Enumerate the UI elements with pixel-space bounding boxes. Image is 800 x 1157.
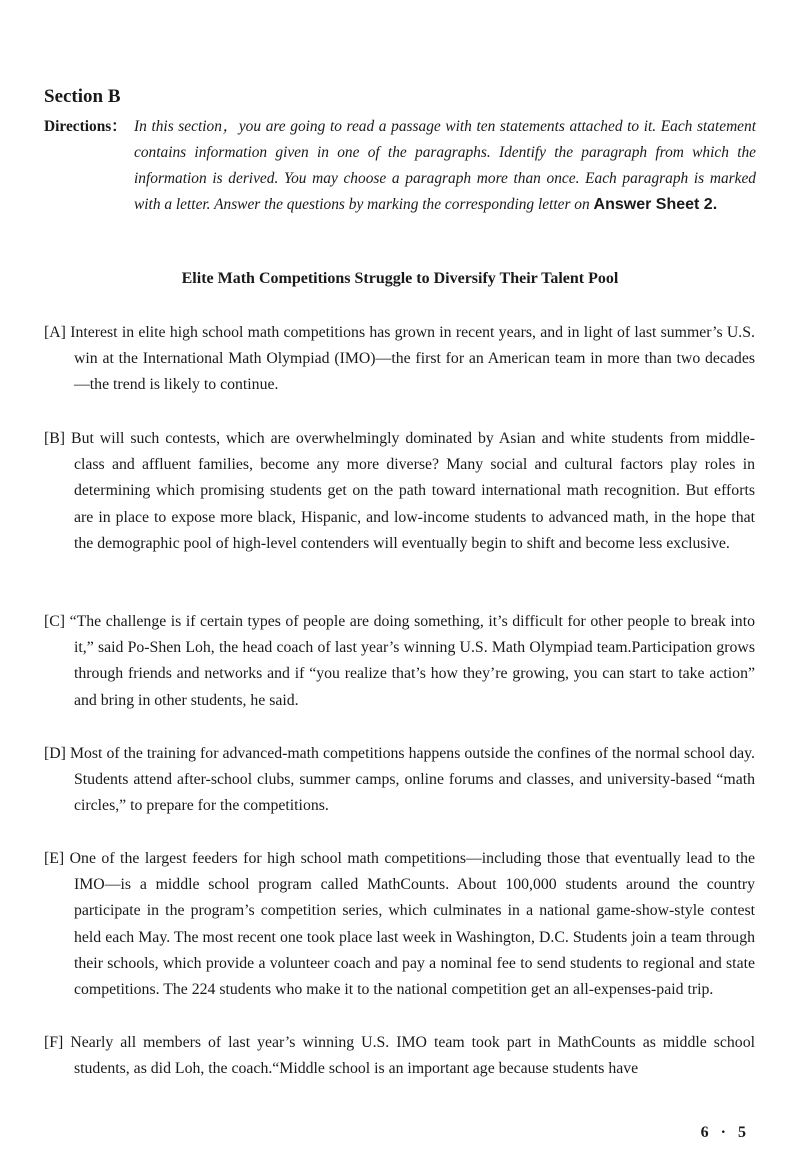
answer-sheet-ref: Answer Sheet 2. bbox=[593, 196, 718, 213]
paragraph-c bbox=[44, 609, 755, 714]
paragraph-text: Nearly all members of last year’s winning U.S. IMO team took part in MathCounts as middle school students, as did Loh, the coach.“Middle school is an important age because students have bbox=[70, 1034, 755, 1078]
paragraph-letter: [A] bbox=[44, 324, 66, 341]
paragraph-text: But will such contests, which are overwhelmingly dominated by Asian and white students from middle-class and affluent families, become any more diverse? Many social and cultural factors play roles in determining which promising students get on the path toward international math recognition. But efforts are in place to expose more black, Hispanic, and low-income students to advanced math, in the hope that the demographic pool of high-level contenders will eventually begin to shift and become less exclusive. bbox=[71, 430, 755, 552]
directions bbox=[44, 114, 756, 218]
paragraph-d bbox=[44, 741, 755, 820]
passage-title: Elite Math Competitions Struggle to Diversify Their Talent Pool bbox=[181, 270, 619, 287]
paragraph-letter: [E] bbox=[44, 850, 65, 867]
paragraph-text: Most of the training for advanced-math competitions happens outside the confines of the normal school day. Students attend after-school clubs, summer camps, online forums and classes, and university-based “math circles,” to prepare for the competitions. bbox=[69, 745, 755, 815]
paragraph-letter: [F] bbox=[44, 1034, 64, 1051]
page-number: 6 · 5 bbox=[700, 1124, 750, 1141]
paragraph-e bbox=[44, 846, 755, 1003]
paragraph-text: Interest in elite high school math competitions has grown in recent years, and in light of last summer’s U.S. win at the International Math Olympiad (IMO)—the first for an American team in more than two decades—the trend is likely to continue. bbox=[70, 324, 755, 394]
paragraph-letter: [B] bbox=[44, 430, 66, 447]
section-title: Section B bbox=[44, 86, 121, 107]
directions-text bbox=[134, 114, 756, 218]
paragraph-text: “The challenge is if certain types of people are doing something, it’s difficult for other people to break into it,” said Po-Shen Loh, the head coach of last year’s winning U.S. Math Olympiad team.Participation grows through friends and networks and if “you realize that’s how they’re growing, you can start to take action” and bring in other students, he said. bbox=[69, 613, 755, 709]
directions-label: Directions： bbox=[44, 118, 127, 135]
paragraph-b bbox=[44, 426, 755, 557]
directions-body: In this section，you are going to read a passage with ten statements attached to it. Each statement contains information given in one of the paragraphs. Identify the paragraph from which the information is derived. You may choose a paragraph more than once. Each paragraph is marked with a letter. Answer the questions by marking the corresponding letter on bbox=[134, 118, 756, 213]
paragraph-a bbox=[44, 320, 755, 399]
paragraph-letter: [C] bbox=[44, 613, 66, 630]
paragraph-letter: [D] bbox=[44, 745, 66, 762]
paragraph-f bbox=[44, 1030, 755, 1082]
paragraph-text: One of the largest feeders for high school math competitions—including those that eventually lead to the IMO—is a middle school program called MathCounts. About 100,000 students around the country participate in the program’s competition series, which culminates in a national game-show-style contest held each May. The most recent one took place last week in Washington, D.C. Students join a team through their schools, which provide a volunteer coach and pay a nominal fee to send students to regional and state competitions. The 224 students who make it to the national competition get an all-expenses-paid trip. bbox=[69, 850, 755, 999]
